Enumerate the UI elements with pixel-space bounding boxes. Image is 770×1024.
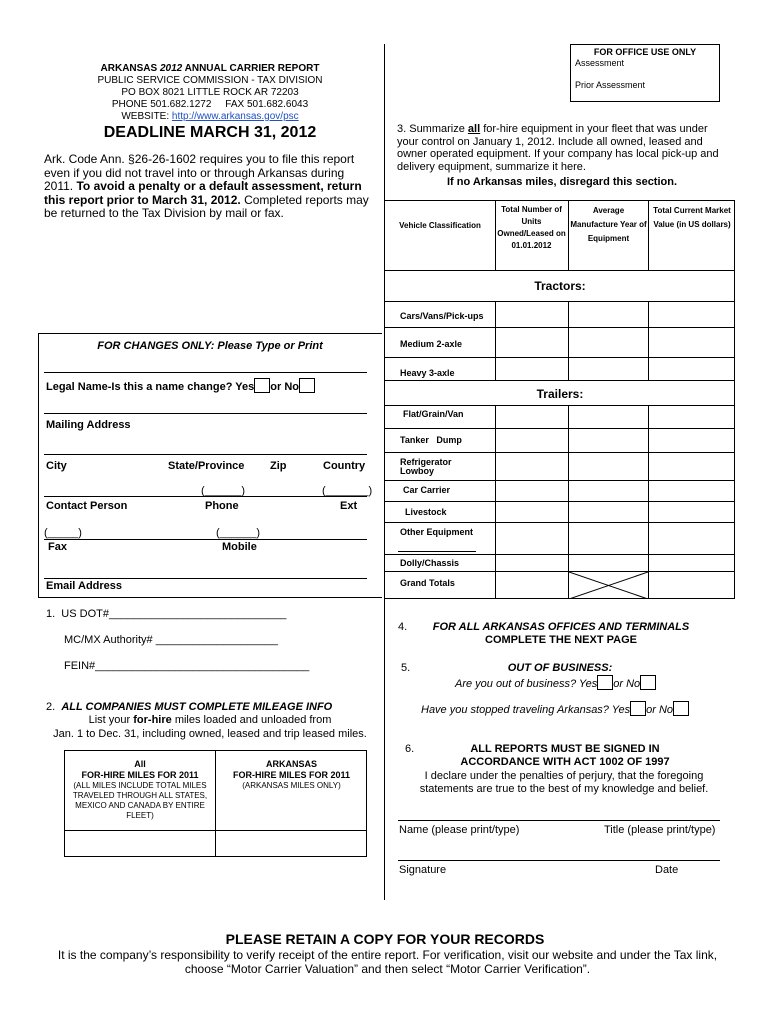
signature-date-line[interactable] xyxy=(398,860,720,861)
tractors-heading: Tractors: xyxy=(534,279,586,293)
fax-label: Fax xyxy=(48,541,67,553)
name-change-no-checkbox[interactable] xyxy=(299,378,315,393)
trailers-heading: Trailers: xyxy=(536,387,584,401)
ext-parens[interactable]: (_______) xyxy=(322,485,373,497)
equipment-disregard-note: If no Arkansas miles, disregard this section. xyxy=(446,176,678,188)
col-total-units: Total Number of Units Owned/Leased on 01.01.2012 xyxy=(497,205,566,250)
section4-line2: COMPLETE THE NEXT PAGE xyxy=(485,634,637,646)
mobile-label: Mobile xyxy=(222,541,257,553)
grand-totals-crossed-cell xyxy=(569,572,648,599)
legal-name-field[interactable]: Legal Name-Is this a name change? Yes or No xyxy=(46,378,315,393)
all-miles-input[interactable] xyxy=(65,831,214,856)
ar-miles-note: (ARKANSAS MILES ONLY) xyxy=(242,781,341,790)
prior-assessment-label: Prior Assessment xyxy=(575,80,646,90)
verification-note: It is the company’s responsibility to verify receipt of the entire report. For verification, visit our website and under the Tax link, choose “Motor Carrier Valuation” and then select “Motor Carrier Verification”. xyxy=(57,948,718,976)
office-use-box xyxy=(570,44,720,102)
email-address-label: Email Address xyxy=(46,580,123,592)
row-car-carrier: Car Carrier xyxy=(403,485,451,495)
section4-line1: FOR ALL ARKANSAS OFFICES AND TERMINALS xyxy=(432,621,690,633)
out-of-business-no-checkbox[interactable] xyxy=(640,675,656,690)
ar-miles-h1: ARKANSAS xyxy=(265,759,317,769)
fax-area-code[interactable]: (_____) xyxy=(44,527,82,539)
row-cars-vans-pickups: Cars/Vans/Pick-ups xyxy=(400,311,484,321)
name-title-line[interactable] xyxy=(398,820,720,821)
name-label: Name (please print/type) xyxy=(399,824,520,836)
all-miles-h1: All xyxy=(134,759,146,769)
deadline-heading: DEADLINE MARCH 31, 2012 xyxy=(103,124,317,141)
mileage-heading: 2. ALL COMPANIES MUST COMPLETE MILEAGE INFO xyxy=(46,701,333,713)
all-miles-note: (ALL MILES INCLUDE TOTAL MILES TRAVELED THROUGH ALL STATES, MEXICO AND CANADA BY ENTIRE FLEET) xyxy=(72,781,208,820)
agency-website: WEBSITE: http://www.arkansas.gov/psc xyxy=(121,111,299,122)
section6-line2: ACCORDANCE WITH ACT 1002 OF 1997 xyxy=(460,756,670,768)
website-link[interactable]: http://www.arkansas.gov/psc xyxy=(171,111,299,122)
ar-miles-h2: FOR-HIRE MILES FOR 2011 xyxy=(232,770,351,780)
mcmx-authority-field[interactable]: MC/MX Authority# ____________________ xyxy=(64,634,279,646)
mobile-area-code[interactable]: (______) xyxy=(216,527,261,539)
row-other-equipment: Other Equipment xyxy=(400,527,474,537)
out-of-business-yes-checkbox[interactable] xyxy=(597,675,613,690)
changes-title: FOR CHANGES ONLY: Please Type or Print xyxy=(97,340,323,352)
phone-label: Phone xyxy=(205,500,239,512)
section5-num: 5. xyxy=(401,662,411,674)
office-use-title: FOR OFFICE USE ONLY xyxy=(593,47,697,57)
section6-line1: ALL REPORTS MUST BE SIGNED IN xyxy=(470,743,660,755)
country-label: Country xyxy=(323,460,366,472)
row-refrigerator-lowboy: Refrigerator Lowboy xyxy=(400,457,452,476)
out-of-business-question: Are you out of business? Yes or No xyxy=(455,675,656,690)
agency-address: PO BOX 8021 LITTLE ROCK AR 72203 xyxy=(121,87,299,98)
equipment-intro: 3. Summarize all for-hire equipment in your fleet that was under your control on January 1, 2012. Include all owned, leased and owner operated equipment. If your company has local pick-up and delivery equipment, summarize it here. xyxy=(397,123,719,173)
col-average-year: Average Manufacture Year of Equipment xyxy=(570,206,647,243)
section5-title: OUT OF BUSINESS: xyxy=(507,662,613,674)
report-title: ARKANSAS 2012 ANNUAL CARRIER REPORT xyxy=(100,63,320,74)
row-dolly-chassis: Dolly/Chassis xyxy=(400,558,460,568)
section6-num: 6. xyxy=(405,743,415,755)
stopped-traveling-no-checkbox[interactable] xyxy=(673,701,689,716)
name-change-yes-checkbox[interactable] xyxy=(254,378,270,393)
mailing-address-label: Mailing Address xyxy=(46,419,131,431)
row-livestock: Livestock xyxy=(405,507,447,517)
row-flat-grain-van: Flat/Grain/Van xyxy=(403,409,464,419)
agency-name: PUBLIC SERVICE COMMISSION - TAX DIVISION xyxy=(97,75,323,86)
us-dot-field[interactable]: 1. US DOT#_____________________________ xyxy=(46,608,287,620)
row-heavy-3-axle: Heavy 3-axle xyxy=(400,368,455,378)
signature-label: Signature xyxy=(399,864,447,876)
row-medium-2-axle: Medium 2-axle xyxy=(400,339,463,349)
state-label: State/Province xyxy=(168,460,245,472)
stopped-traveling-yes-checkbox[interactable] xyxy=(630,701,646,716)
col-market-value: Total Current Market Value (in US dollars) xyxy=(653,206,731,229)
agency-phone-fax: PHONE 501.682.1272 FAX 501.682.6043 xyxy=(111,99,309,110)
phone-area-code[interactable]: (______) xyxy=(201,485,246,497)
mileage-line1: List your for-hire miles loaded and unloaded from xyxy=(88,714,332,726)
zip-label: Zip xyxy=(270,460,287,472)
intro-paragraph: Ark. Code Ann. §26-26-1602 requires you to file this report even if you did not travel into or through Arkansas during 2011. To avoid a penalty or a default assessment, return this report prior to March 31, 2012. Completed reports may be returned to the Tax Division by mail or fax. xyxy=(44,152,369,220)
title-label: Title (please print/type) xyxy=(604,824,716,836)
col-vehicle-classification: Vehicle Classification xyxy=(399,221,481,230)
contact-person-label: Contact Person xyxy=(46,500,128,512)
fein-field[interactable]: FEIN#___________________________________ xyxy=(64,660,310,672)
all-miles-h2: FOR-HIRE MILES FOR 2011 xyxy=(81,770,199,780)
date-label: Date xyxy=(655,864,679,876)
ext-label: Ext xyxy=(340,500,358,512)
row-grand-totals: Grand Totals xyxy=(400,578,455,588)
stopped-traveling-question: Have you stopped traveling Arkansas? Yes or No xyxy=(421,701,689,716)
declaration-text: I declare under the penalties of perjury, that the foregoing statements are true to the best of my knowledge and belief. xyxy=(419,770,709,795)
assessment-label: Assessment xyxy=(575,58,625,68)
section4-num: 4. xyxy=(398,621,408,633)
row-tanker-dump-label: Tanker Dump xyxy=(400,435,462,445)
retain-copy-heading: PLEASE RETAIN A COPY FOR YOUR RECORDS xyxy=(225,931,545,947)
mileage-line2: Jan. 1 to Dec. 31, including owned, leased and trip leased miles. xyxy=(53,728,367,740)
city-label: City xyxy=(46,460,67,472)
ar-miles-input[interactable] xyxy=(216,831,366,856)
other-equipment-blank[interactable] xyxy=(398,551,476,552)
